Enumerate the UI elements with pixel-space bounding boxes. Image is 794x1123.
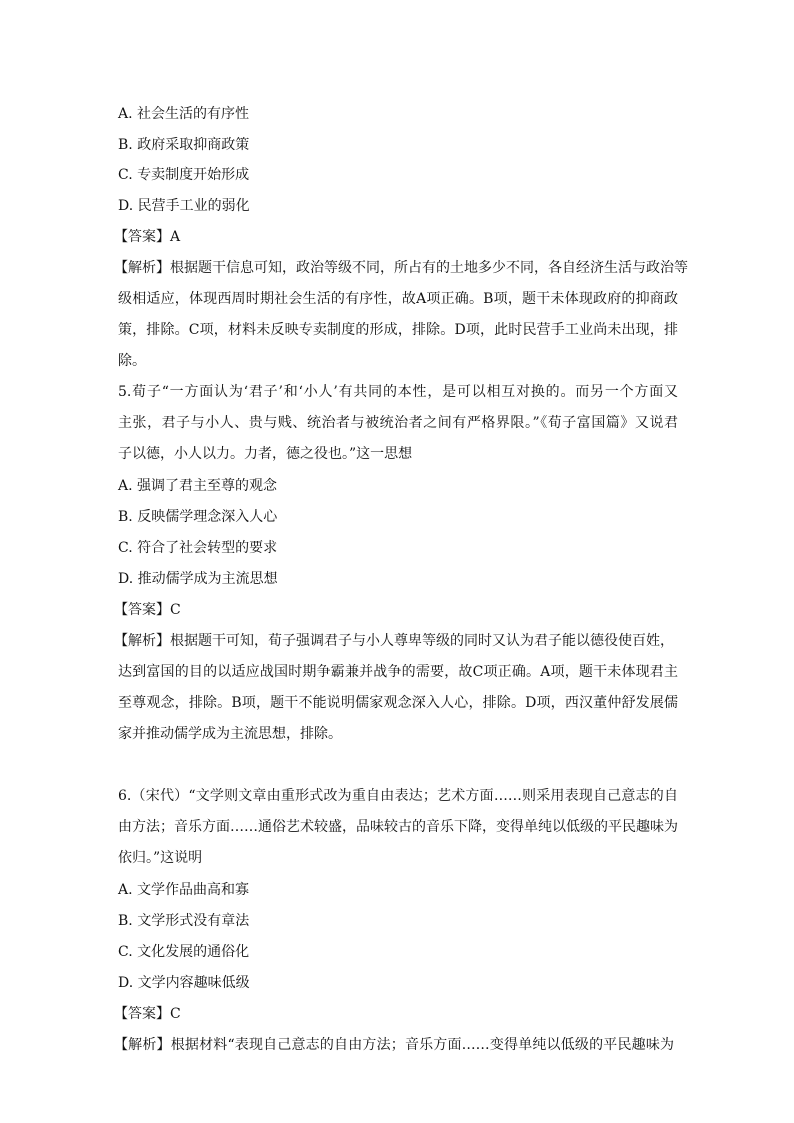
q4-answer: 【答案】A <box>114 229 181 245</box>
q4-analysis-line: 级相适应，体现西周时期社会生活的有序性，故A项正确。B项，题干未体现政府的抑商政 <box>118 291 678 307</box>
q4-analysis-line: 【解析】根据题干信息可知，政治等级不同，所占有的土地多少不同，各自经济生活与政治等 <box>114 260 688 276</box>
q6-option-a: A. 文学作品曲高和寡 <box>118 882 250 898</box>
q5-option-c: C. 符合了社会转型的要求 <box>118 540 278 556</box>
q6-analysis-line: 【解析】根据材料“表现自己意志的自由方法；音乐方面……变得单纯以低级的平民趣味为 <box>114 1037 674 1053</box>
q5-stem-line: 5.荀子“一方面认为‘君子’和‘小人’有共同的本性，是可以相互对换的。而另一个方面又 <box>118 384 678 400</box>
q5-option-d: D. 推动儒学成为主流思想 <box>118 571 278 587</box>
q6-stem-line: 6.（宋代）“文学则文章由重形式改为重自由表达；艺术方面……则采用表现自己意志的自 <box>118 788 678 804</box>
q6-stem-line: 依归。”这说明 <box>118 850 203 866</box>
q6-stem-line: 由方法；音乐方面……通俗艺术较盛，品味较古的音乐下降，变得单纯以低级的平民趣味为 <box>118 819 678 835</box>
q4-analysis-line: 除。 <box>118 353 146 369</box>
q4-option-a: A. 社会生活的有序性 <box>118 106 250 122</box>
q5-analysis-line: 【解析】根据题干可知，荀子强调君子与小人尊卑等级的同时又认为君子能以德役使百姓， <box>114 633 674 649</box>
q5-answer: 【答案】C <box>114 602 181 618</box>
q5-stem-line: 子以德，小人以力。力者，德之役也。”这一思想 <box>118 446 413 462</box>
q4-option-c: C. 专卖制度开始形成 <box>118 167 250 183</box>
q6-option-c: C. 文化发展的通俗化 <box>118 944 250 960</box>
q6-option-d: D. 文学内容趣味低级 <box>118 975 250 991</box>
q6-option-b: B. 文学形式没有章法 <box>118 913 250 929</box>
q5-stem-line: 主张，君子与小人、贵与贱、统治者与被统治者之间有严格界限。”《荀子富国篇》又说君 <box>118 415 678 431</box>
q4-analysis-line: 策，排除。C项，材料未反映专卖制度的形成，排除。D项，此时民营手工业尚未出现，排 <box>118 322 678 338</box>
q5-analysis-line: 家并推动儒学成为主流思想，排除。 <box>118 726 342 742</box>
q4-option-d: D. 民营手工业的弱化 <box>118 198 250 214</box>
q6-answer: 【答案】C <box>114 1006 181 1022</box>
q5-option-b: B. 反映儒学理念深入人心 <box>118 509 278 525</box>
q5-analysis-line: 至尊观念，排除。B项，题干不能说明儒家观念深入人心，排除。D项，西汉董仲舒发展儒 <box>118 695 678 711</box>
q4-option-b: B. 政府采取抑商政策 <box>118 137 250 153</box>
q5-analysis-line: 达到富国的目的以适应战国时期争霸兼并战争的需要，故C项正确。A项，题干未体现君主 <box>118 664 678 680</box>
q5-option-a: A. 强调了君主至尊的观念 <box>118 478 278 494</box>
